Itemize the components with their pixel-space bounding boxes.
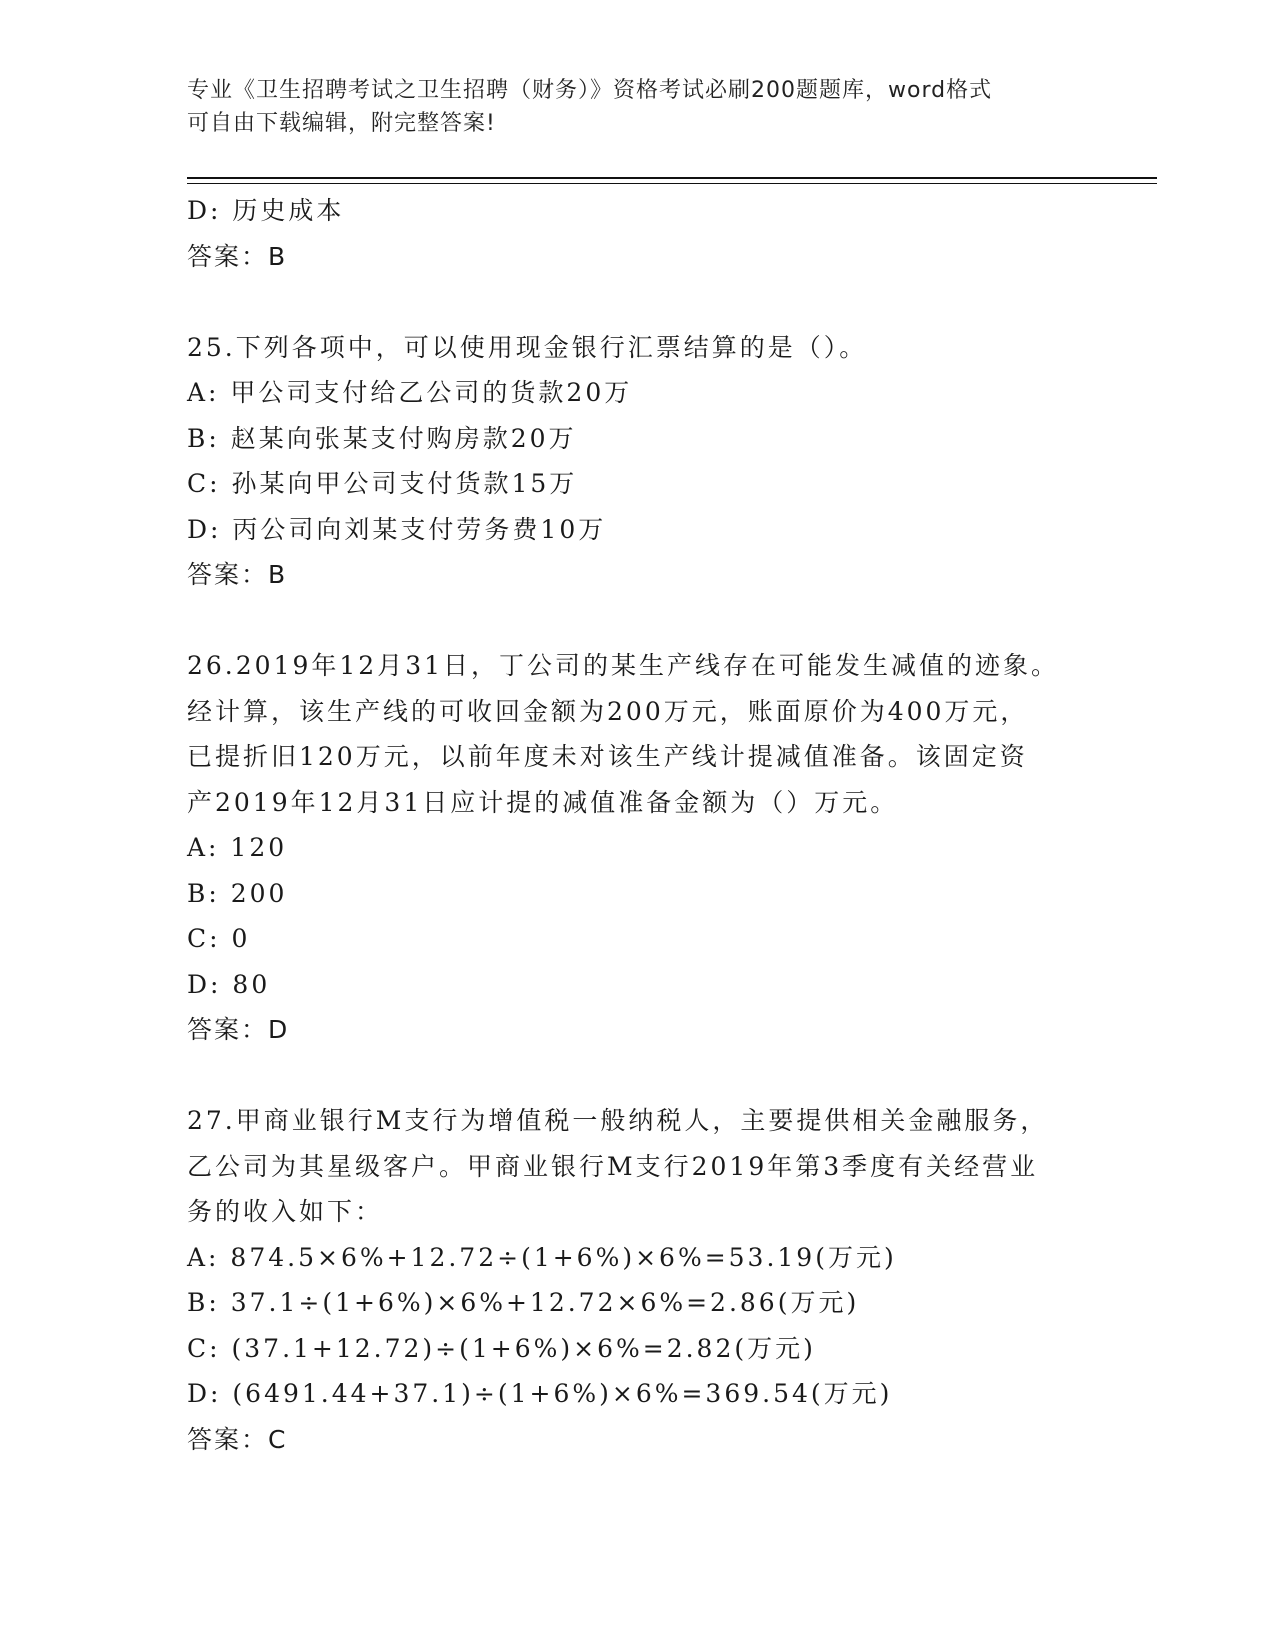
- question-27: [187, 1098, 1107, 1462]
- option-b: B: 赵某向张某支付购房款20万: [187, 423, 577, 453]
- answer-line: 答案：C: [187, 1424, 288, 1454]
- header-divider-thin: [187, 183, 1157, 184]
- option-b: B: 37.1÷(1+6%)×6%+12.72×6%=2.86(万元): [187, 1288, 860, 1317]
- option-c: C: 0: [187, 924, 251, 953]
- answer-line: 答案：B: [187, 241, 288, 271]
- question-stem-line-3: 务的收入如下：: [187, 1197, 384, 1226]
- option-d: D: 丙公司向刘某支付劳务费10万: [187, 514, 607, 544]
- option-d: D: (6491.44+37.1)÷(1+6%)×6%=369.54(万元): [187, 1379, 893, 1408]
- option-d: D: 80: [187, 969, 271, 999]
- question-stem-line-2: 乙公司为其星级客户。甲商业银行M支行2019年第3季度有关经营业: [187, 1151, 1039, 1181]
- option-b: B: 200: [187, 878, 288, 908]
- previous-question-tail: [187, 188, 1107, 279]
- question-stem-line-4: 产2019年12月31日应计提的减值准备金额为（）万元。: [187, 787, 899, 817]
- question-list: [187, 188, 1107, 1462]
- question-stem-line-1: 27.甲商业银行M支行为增值税一般纳税人，主要提供相关金融服务，: [187, 1106, 1049, 1135]
- option-c: C: 孙某向甲公司支付货款15万: [187, 469, 578, 498]
- spacer: [187, 279, 1107, 325]
- header-title-line-2: 可自由下载编辑，附完整答案!: [187, 111, 496, 136]
- option-c: C: (37.1+12.72)÷(1+6%)×6%=2.82(万元): [187, 1333, 816, 1363]
- option-a: A: 874.5×6%+12.72÷(1+6%)×6%=53.19(万元): [187, 1242, 897, 1272]
- question-stem-line-3: 已提折旧120万元，以前年度未对该生产线计提减值准备。该固定资: [187, 742, 1028, 771]
- header-divider-thick: [187, 177, 1157, 179]
- question-stem-line-1: 26.2019年12月31日，丁公司的某生产线存在可能发生减值的迹象。: [187, 651, 1060, 680]
- option-d: D: 历史成本: [187, 196, 345, 225]
- spacer: [187, 1053, 1107, 1099]
- question-25: [187, 325, 1107, 598]
- question-26: [187, 643, 1107, 1053]
- answer-line: 答案：B: [187, 560, 288, 589]
- page-header: [187, 74, 1087, 140]
- question-stem-line-2: 经计算，该生产线的可收回金额为200万元，账面原价为400万元，: [187, 696, 1029, 726]
- spacer: [187, 598, 1107, 644]
- option-a: A: 120: [187, 833, 288, 862]
- option-a: A: 甲公司支付给乙公司的货款20万: [187, 378, 633, 407]
- header-title-line-1: 专业《卫生招聘考试之卫生招聘（财务）》资格考试必刷200题题库，word格式: [187, 78, 993, 103]
- question-stem: 25.下列各项中，可以使用现金银行汇票结算的是（）。: [187, 332, 868, 362]
- answer-line: 答案：D: [187, 1015, 290, 1044]
